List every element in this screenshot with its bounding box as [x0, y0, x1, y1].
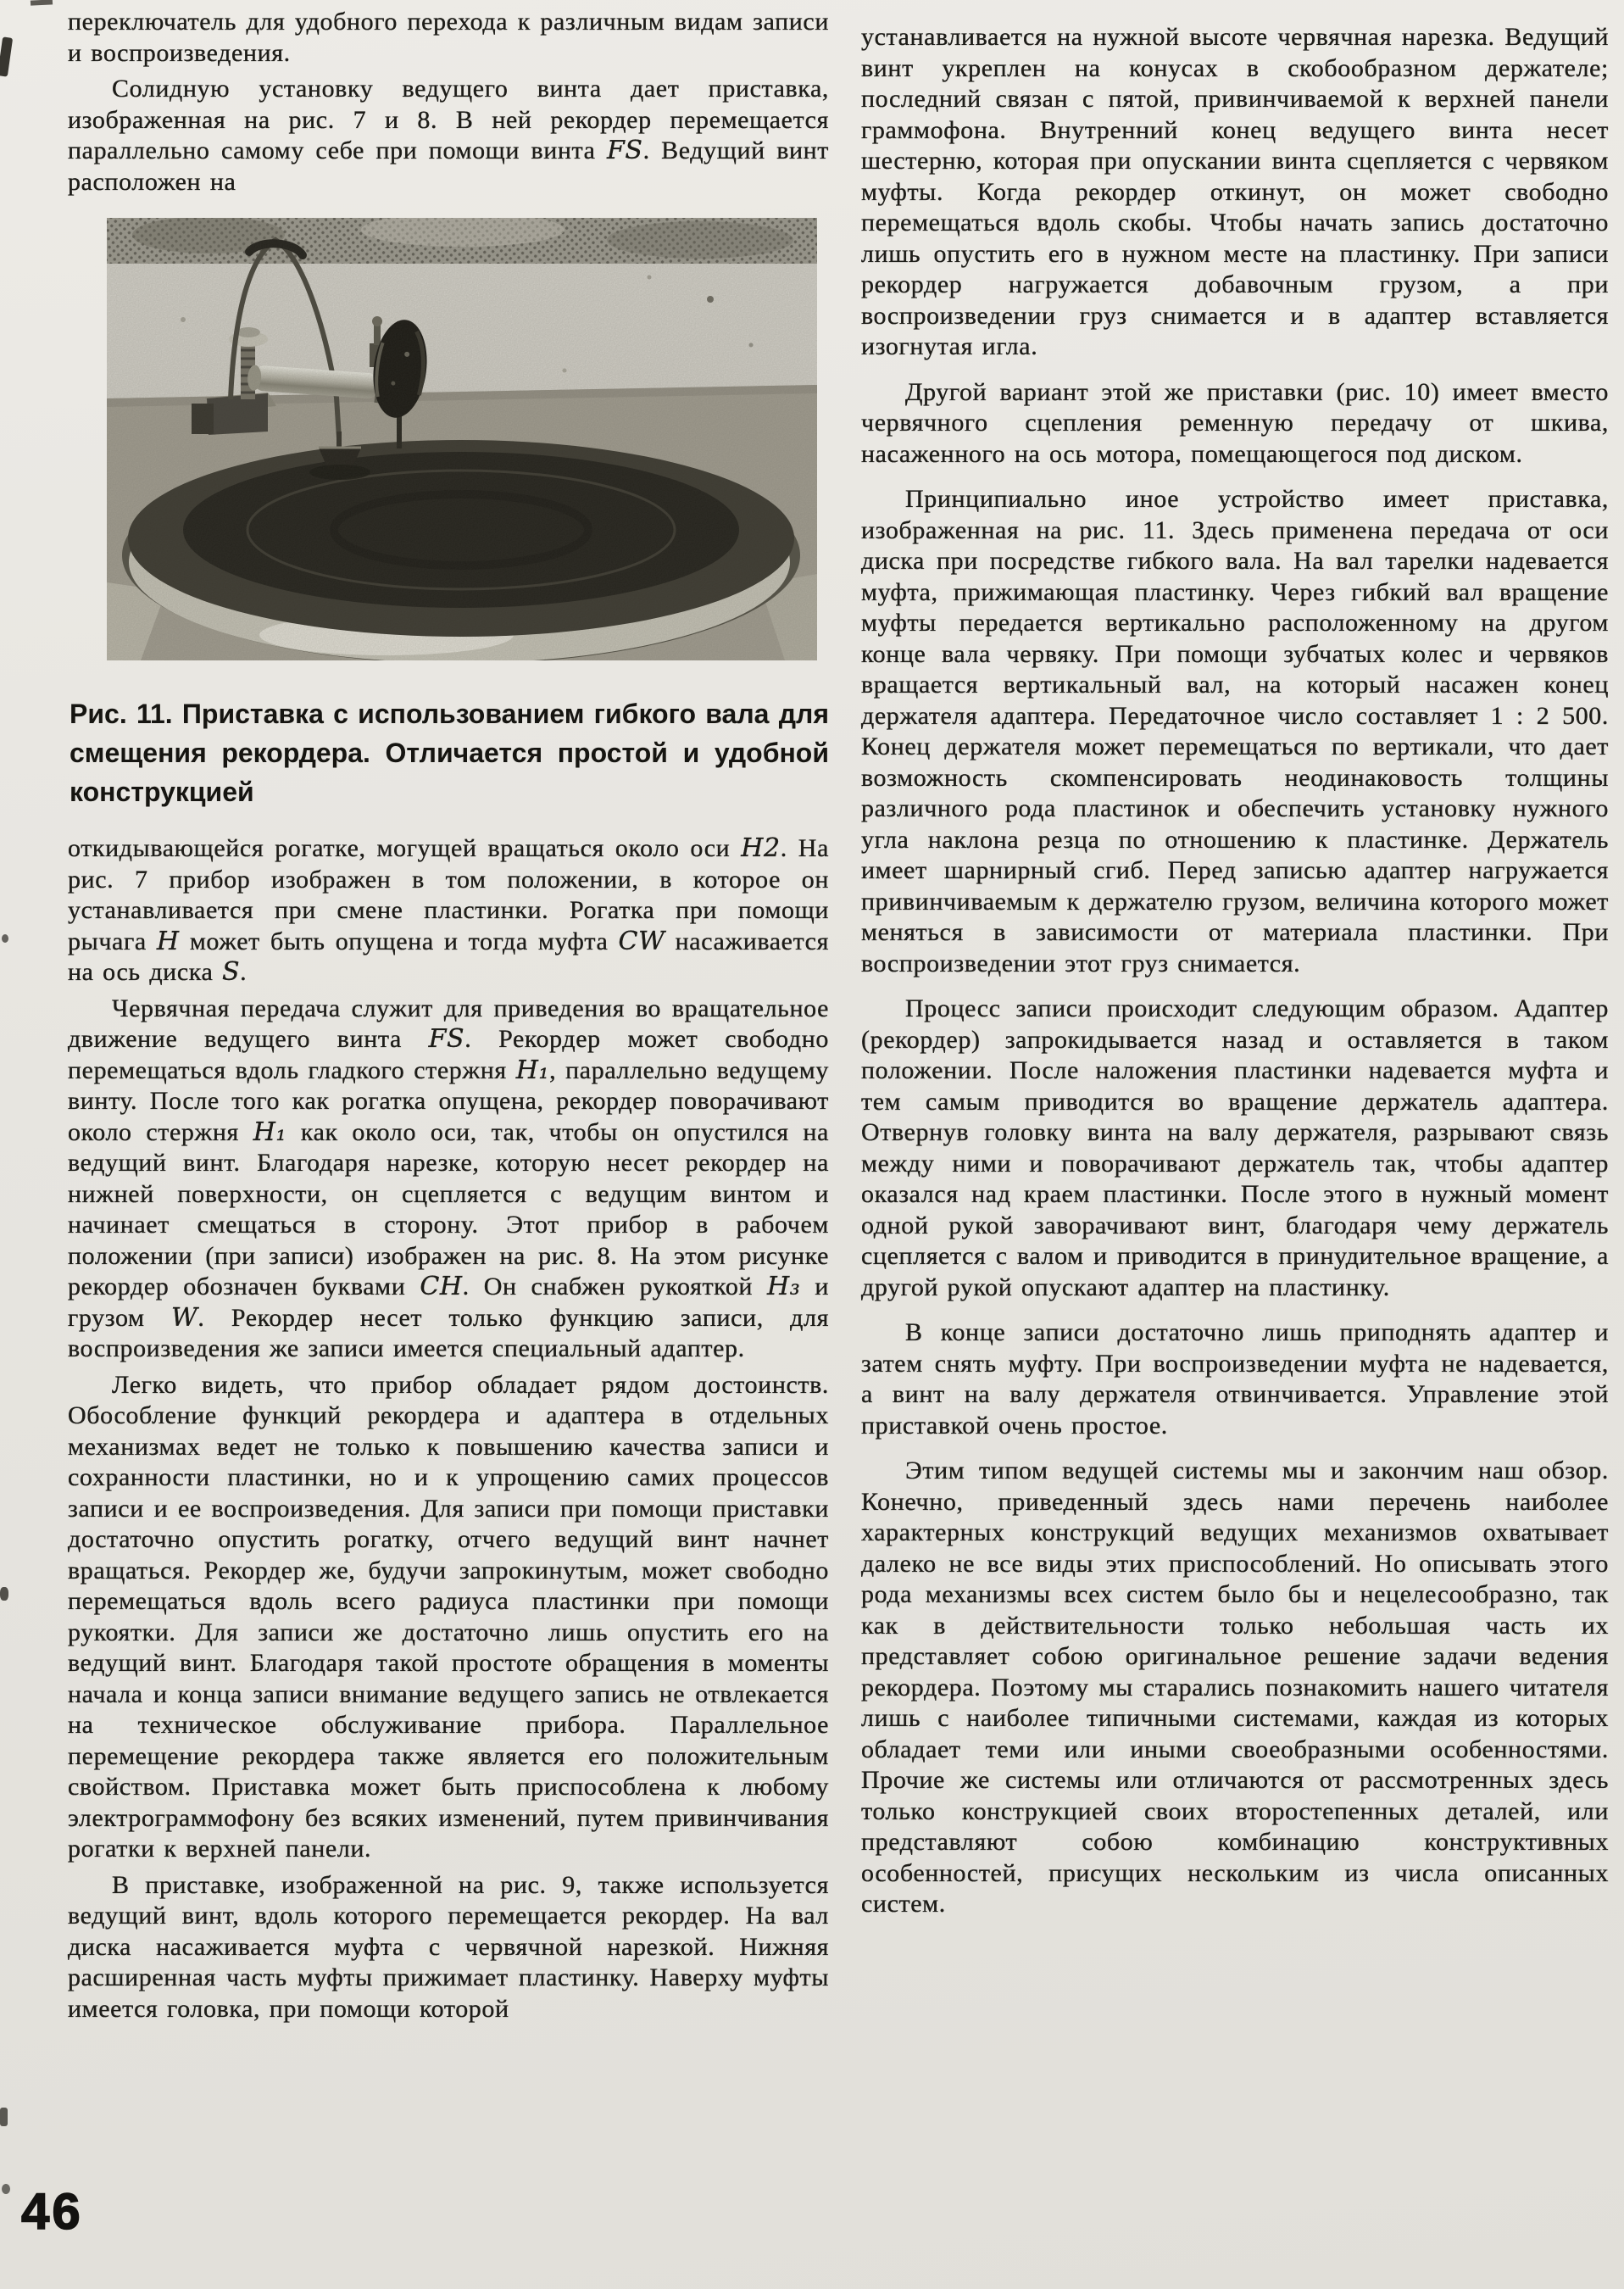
paragraph: Солидную установку ведущего винта дает приставка, изображенная на рис. 7 и 8. В ней рекордер перемещается параллельно самому себе при помощи винта FS. Ведущий винт расположен на — [68, 75, 829, 196]
paragraph: Другой вариант этой же приставки (рис. 10) имеет вместо червячного сцепления ременную передачу от шкива, насаженного на ось мотора, помещающегося под диском. — [861, 377, 1609, 468]
paragraph: В приставке, изображенной на рис. 9, также используется ведущий винт, вдоль которого перемещается рекордер. На вал диска насаживается муфта с червячной нарезкой. Нижняя расширенная часть муфты прижимает пластинку. Наверху муфты имеется головка, при помощи которой — [68, 1870, 829, 2023]
scan-artifact — [0, 2108, 8, 2126]
left-column — [68, 7, 829, 2030]
gramophone-photo-illustration — [107, 218, 817, 660]
paragraph: устанавливается на нужной высоте червячная нарезка. Ведущий винт укреплен на конусах в скобообразном держателе; последний связан с пятой, привинчиваемой к верхней панели граммофона. Внутренний конец ведущего винта несет шестерню, которая при опускании винта сцепляется с червяком муфты. Когда рекордер откинут, он может свободно перемещаться вдоль скобы. Чтобы начать запись достаточно лишь опустить его в нужном месте на пластинку. При записи рекордер нагружается добавочным грузом, а при воспроизведении груз снимается и в адаптер вставляется изогнутая игла. — [861, 23, 1609, 360]
paragraph: откидывающейся рогатке, могущей вращаться около оси H2. На рис. 7 прибор изображен в том положении, в которое он устанавливается при смене пластинки. Рогатка при помощи рычага H может быть опущена и тогда муфта CW насаживается на ось диска S. — [68, 833, 829, 987]
scan-artifact — [31, 0, 53, 6]
scan-artifact — [0, 36, 13, 76]
figure-11-photo — [107, 218, 817, 660]
scan-artifact — [0, 1587, 8, 1601]
right-column — [861, 22, 1609, 1935]
page-number: 46 — [21, 2183, 83, 2240]
film-grain-overlay — [107, 218, 817, 660]
paragraph: Этим типом ведущей системы мы и закончим наш обзор. Конечно, приведенный здесь нами перечень наиболее характерных конструкций ведущих механизмов охватывает далеко не все виды этих приспособлений. Но описывать этого рода механизмы всех систем было бы и нецелесообразно, так как в действительности только небольшая часть их представляет собою оригинальное решение задачи ведения рекордера. Поэтому мы старались познакомить нашего читателя лишь с наиболее типичными системами, каждая из которых обладает теми или иными своеобразными особенностями. Прочие же системы или отличаются от рассмотренных здесь только конструкцией своих второстепенных деталей, или представляют собою комбинацию конструктивных особенностей, присущих нескольким из числа описанных систем. — [861, 1456, 1609, 1918]
paragraph: Принципиально иное устройство имеет приставка, изображенная на рис. 11. Здесь применена передача от оси диска при посредстве гибкого вала. На вал тарелки надевается муфта, прижимающая пластинку. Через гибкий вал вращение муфты передается вертикально расположенному на другом конце вала червяку. При помощи зубчатых колес и червяков вращается вертикальный вал, на который насажен конец держателя адаптера. Передаточное число составляет 1 : 2 500. Конец держателя может перемещаться по вертикали, что дает возможность скомпенсировать неодинаковость толщины различного рода пластинок и обеспечить установку нужного угла наклона резца по отношению к пластинке. Держатель имеет шарнирный сгиб. Перед записью адаптер нагружается привинчиваемым к держателю грузом, величина которого может меняться в зависимости от материала пластинки. При воспроизведении этот груз снимается. — [861, 485, 1609, 977]
paragraph: Червячная передача служит для приведения во вращательное движение ведущего винта FS. Рекордер может свободно перемещаться вдоль гладкого стержня H₁, параллельно ведущему винту. После того как рогатка опущена, рекордер поворачивают около стержня H₁ как около оси, так, чтобы он опустился на ведущий винт. Благодаря нарезке, которую несет рекордер на нижней поверхности, он сцепляется с ведущим винтом и начинает смещаться в сторону. Этот прибор в рабочем положении (при записи) изображен на рис. 8. На этом рисунке рекордер обозначен буквами CH. Он снабжен рукояткой H₃ и грузом W. Рекордер несет только функцию записи, для воспроизведения же записи имеется специальный адаптер. — [68, 994, 830, 1362]
paragraph: Процесс записи происходит следующим образом. Адаптер (рекордер) запрокидывается назад и оставляется в таком положении. После наложения пластинки надевается муфта и тем самым приводится во вращение держатель адаптера. Отвернув головку винта на валу держателя, разрывают связь между ними и поворачивают держатель так, чтобы адаптер оказался над краем пластинки. После этого в нужный момент одной рукой заворачивают винт, благодаря чему держатель сцепляется с валом и приводится в принудительное вращение, а другой рукой опускают адаптер на пластинку. — [861, 994, 1609, 1301]
paragraph: В конце записи достаточно лишь приподнять адаптер и затем снять муфту. При воспроизведении муфта не надевается, а винт на валу держателя отвинчивается. Управление этой приставкой очень простое. — [861, 1318, 1609, 1440]
scan-artifact — [2, 2184, 10, 2194]
scan-artifact — [2, 934, 8, 943]
figure-caption: Рис. 11. Приставка с использованием гибкого вала для смещения рекордера. Отличается простой и удобной конструкцией — [70, 699, 829, 807]
paragraph: переключатель для удобного перехода к различным видам записи и воспроизведения. — [68, 8, 829, 67]
paragraph: Легко видеть, что прибор обладает рядом достоинств. Обособление функций рекордера и адаптера в отдельных механизмах ведет не только к повышению качества записи и сохранности пластинки, но и к упрощению самих процессов записи и ее воспроизведения. Для записи при помощи приставки достаточно опустить рогатку, отчего ведущий винт начнет вращаться. Рекордер же, будучи запрокинутым, может свободно перемещаться вдоль всего радиуса пластинки при помощи рукоятки. Для записи же достаточно лишь опустить его на ведущий винт. Благодаря такой простоте обращения в моменты начала и конца записи внимание ведущего запись не отвлекается на техническое обслуживание прибора. Параллельное перемещение рекордера также является его положительным свойством. Приставка может быть приспособлена к любому электрограммофону без всяких изменений, путем привинчивания рогатки к верхней панели. — [68, 1370, 829, 1863]
